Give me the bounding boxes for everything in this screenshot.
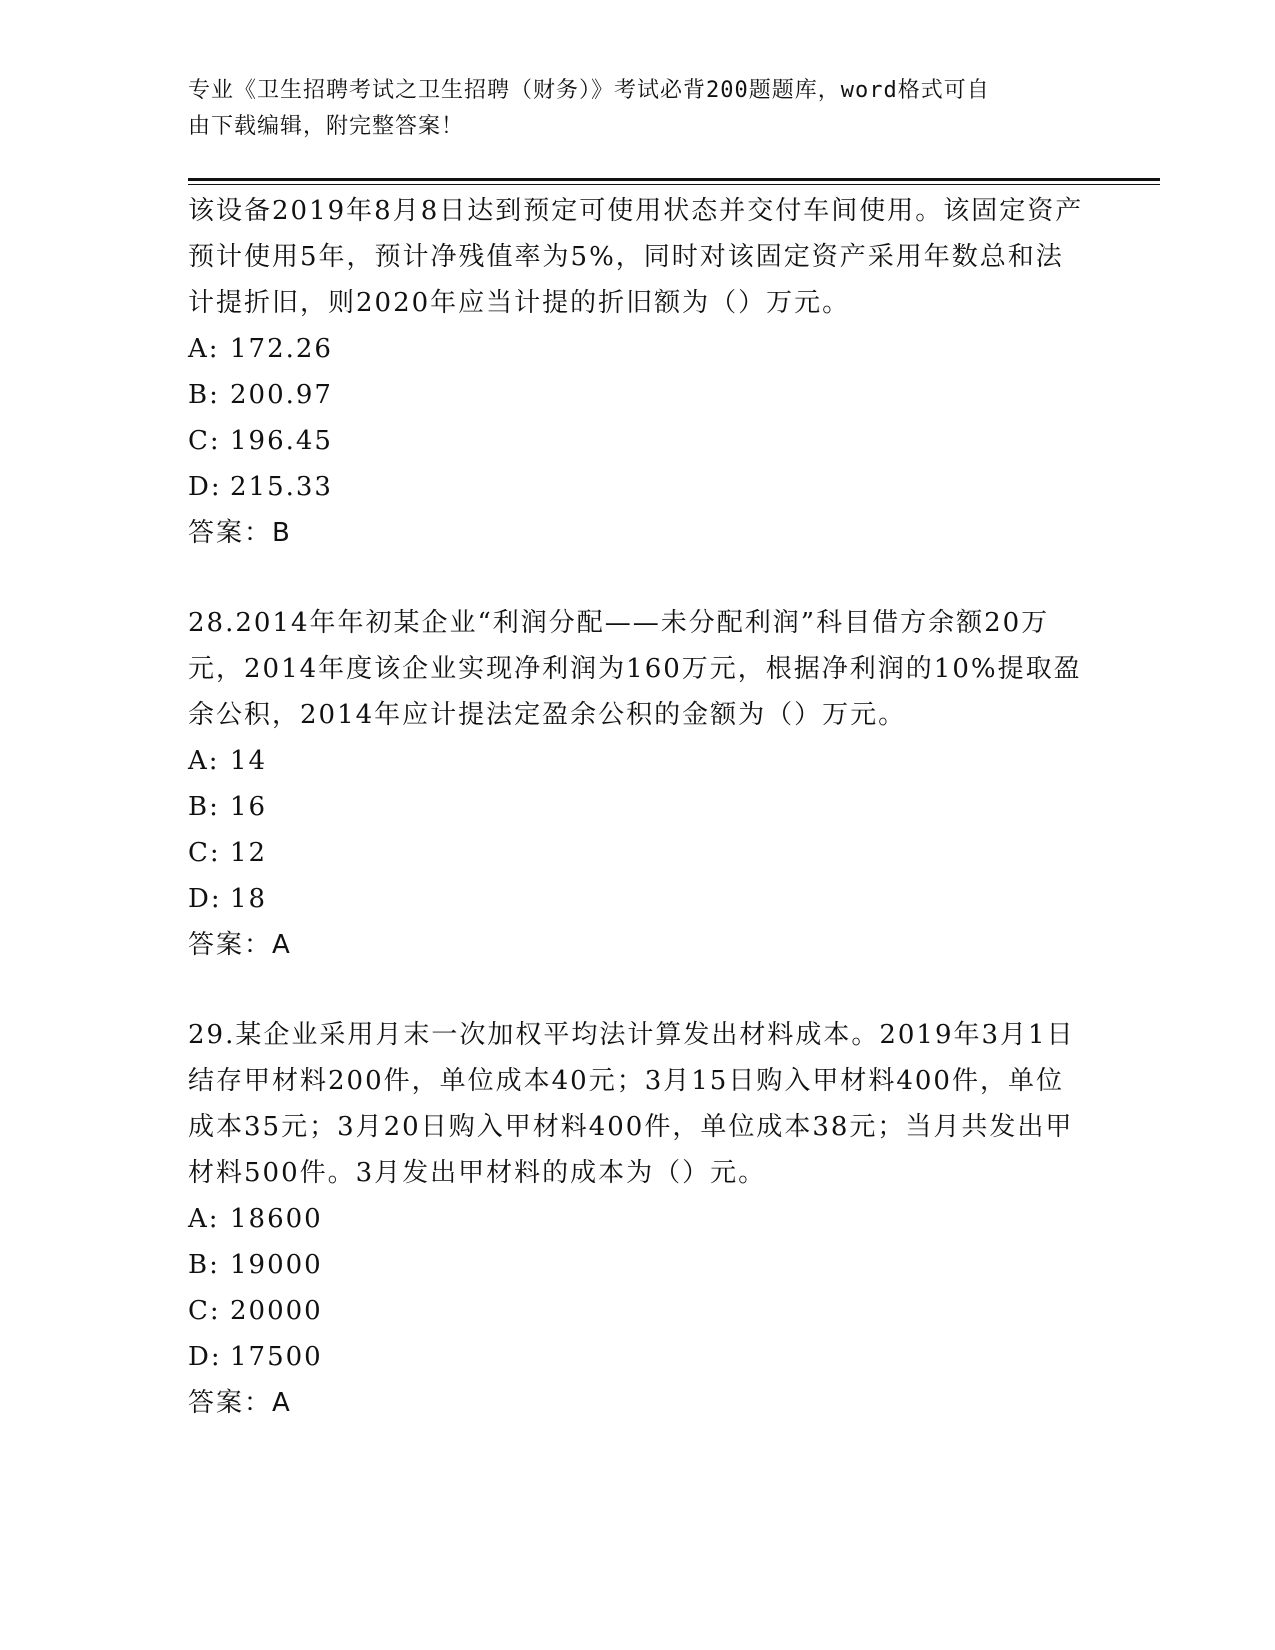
option-text: 18600 bbox=[230, 1204, 323, 1234]
option-c bbox=[188, 418, 1088, 464]
option-text: 17500 bbox=[230, 1342, 323, 1372]
option-text: 196.45 bbox=[230, 426, 333, 456]
option-d bbox=[188, 1334, 1088, 1380]
document-header bbox=[188, 73, 1068, 145]
option-a bbox=[188, 738, 1088, 784]
option-key: C: bbox=[188, 838, 221, 868]
option-text: 19000 bbox=[230, 1250, 323, 1280]
answer-line: 答案：A bbox=[188, 930, 292, 960]
option-key: D: bbox=[188, 884, 222, 914]
question-block bbox=[188, 1012, 1088, 1426]
option-b bbox=[188, 372, 1088, 418]
option-c bbox=[188, 1288, 1088, 1334]
option-b bbox=[188, 1242, 1088, 1288]
option-text: 200.97 bbox=[230, 380, 333, 410]
header-divider-thin bbox=[188, 184, 1160, 185]
option-a bbox=[188, 326, 1088, 372]
option-text: 12 bbox=[230, 838, 268, 868]
option-a bbox=[188, 1196, 1088, 1242]
option-text: 20000 bbox=[230, 1296, 323, 1326]
question-block bbox=[188, 188, 1088, 556]
answer-line: 答案：A bbox=[188, 1388, 292, 1418]
option-text: 14 bbox=[230, 746, 268, 776]
option-key: C: bbox=[188, 1296, 221, 1326]
option-key: B: bbox=[188, 1250, 220, 1280]
option-text: 16 bbox=[230, 792, 268, 822]
option-key: D: bbox=[188, 1342, 222, 1372]
option-key: B: bbox=[188, 792, 220, 822]
option-key: C: bbox=[188, 426, 221, 456]
option-text: 18 bbox=[230, 884, 268, 914]
header-divider-thick bbox=[188, 178, 1160, 181]
question-stem: 29.某企业采用月末一次加权平均法计算发出材料成本。2019年3月1日结存甲材料200件，单位成本40元；3月15日购入甲材料400件，单位成本35元；3月20日购入甲材料400件，单位成本38元；当月共发出甲材料500件。3月发出甲材料的成本为（）元。 bbox=[188, 1020, 1075, 1188]
option-key: B: bbox=[188, 380, 220, 410]
question-stem: 该设备2019年8月8日达到预定可使用状态并交付车间使用。该固定资产预计使用5年，预计净残值率为5%，同时对该固定资产采用年数总和法计提折旧，则2020年应当计提的折旧额为（）万元。 bbox=[188, 196, 1084, 318]
question-list bbox=[188, 188, 1088, 1470]
option-text: 172.26 bbox=[230, 334, 333, 364]
answer-line: 答案：B bbox=[188, 518, 292, 548]
question-stem: 28.2014年年初某企业“利润分配——未分配利润”科目借方余额20万元，2014年度该企业实现净利润为160万元，根据净利润的10%提取盈余公积，2014年应计提法定盈余公积的金额为（）万元。 bbox=[188, 608, 1082, 730]
option-c bbox=[188, 830, 1088, 876]
header-line-2: 由下载编辑，附完整答案！ bbox=[188, 114, 465, 139]
question-block bbox=[188, 600, 1088, 968]
option-key: A: bbox=[188, 746, 220, 776]
option-key: D: bbox=[188, 472, 222, 502]
option-d bbox=[188, 464, 1088, 510]
option-b bbox=[188, 784, 1088, 830]
option-d bbox=[188, 876, 1088, 922]
option-text: 215.33 bbox=[230, 472, 333, 502]
header-line-1: 专业《卫生招聘考试之卫生招聘（财务）》考试必背200题题库，word格式可自 bbox=[188, 78, 990, 103]
option-key: A: bbox=[188, 334, 220, 364]
option-key: A: bbox=[188, 1204, 220, 1234]
